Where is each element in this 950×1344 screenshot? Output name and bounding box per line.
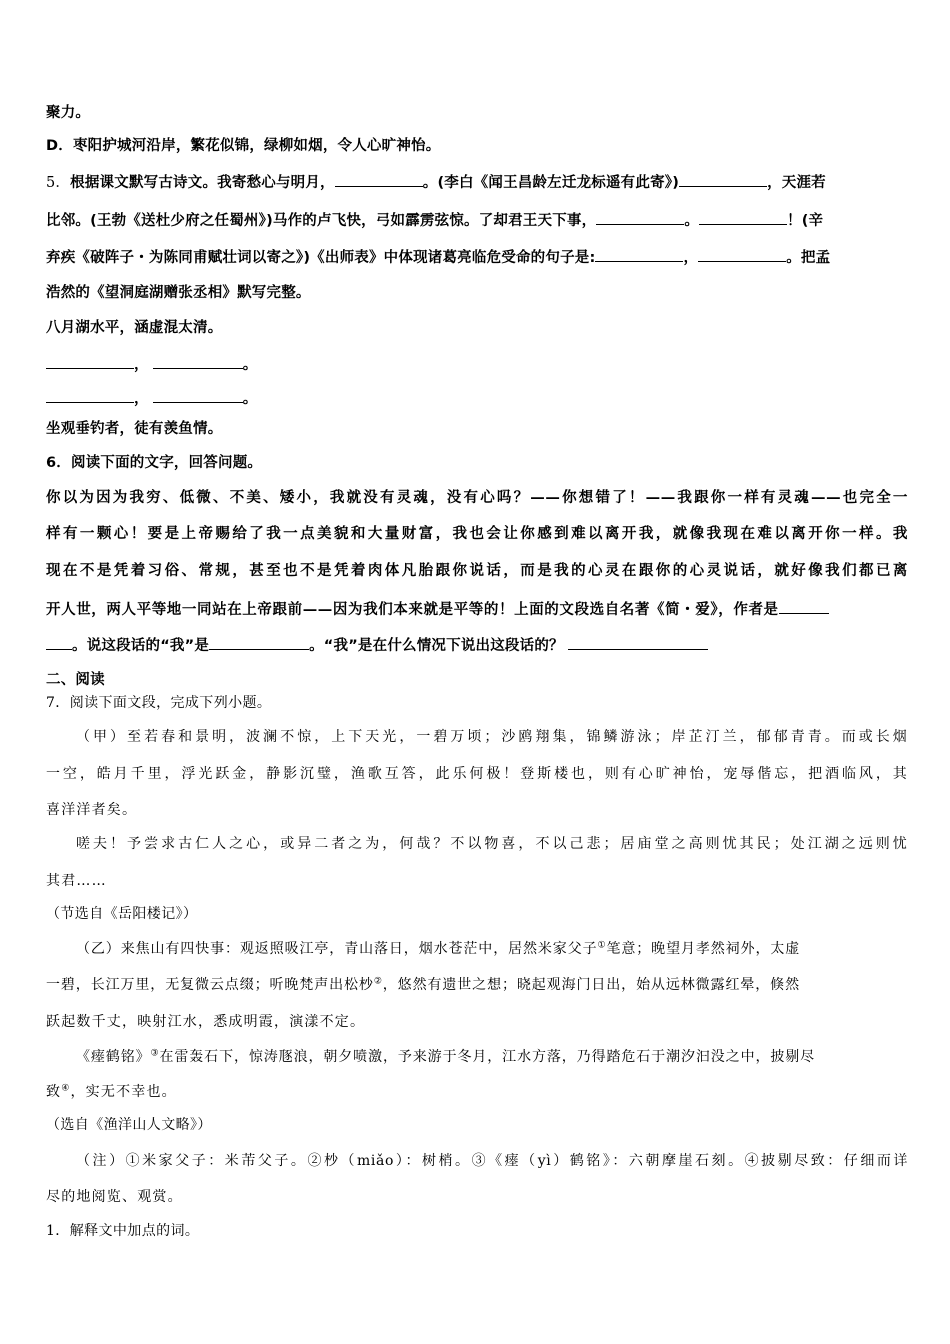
answer-blank-author-cont[interactable] <box>46 634 72 650</box>
annotation-line: 尽的地阅览、观赏。 <box>46 1189 183 1205</box>
q6-passage-line: 你以为因为我穷、低微、不美、矮小，我就没有灵魂，没有心吗？——你想错了！——我跟你一样有灵魂——也完全一 <box>46 489 908 506</box>
poem-line-3: ， 。 <box>46 387 908 409</box>
passage-yi-line: 致④，实无不幸也。 <box>46 1083 177 1100</box>
answer-blank[interactable] <box>153 353 243 369</box>
question-number: 5． <box>46 175 71 191</box>
text-line: 聚力。 <box>46 105 91 121</box>
answer-blank[interactable] <box>698 246 786 262</box>
poem-line-1: 八月湖水平，涵虚混太清。 <box>46 320 223 336</box>
question-5-line-2: 比邻。(王勃《送杜少府之任蜀州》)马作的卢飞快，弓如霹雳弦惊。了却君王天下事， 。 ！(辛 <box>46 209 908 231</box>
passage-yi-line: 《瘗鹤铭》③在雷轰石下，惊涛豗浪，朝夕喷激，予来游于冬月，江水方落，乃得踏危石于潮汐汩没之中，披剔尽 <box>76 1048 816 1065</box>
passage-yi-line: （乙）来焦山有四快事：观返照吸江亭，青山落日，烟水苍茫中，居然米家父子①笔意；晚望月孝然祠外，太虚 <box>76 940 801 957</box>
section-heading: 二、阅读 <box>46 672 105 688</box>
answer-blank[interactable] <box>679 171 767 187</box>
answer-blank[interactable] <box>46 387 134 403</box>
footnote-mark: ① <box>597 940 607 951</box>
question-7-title: 7．阅读下面文段，完成下列小题。 <box>46 695 272 711</box>
option-d <box>46 136 908 156</box>
answer-blank[interactable] <box>153 387 243 403</box>
poem-line-2: ， 。 <box>46 353 908 375</box>
answer-blank-speaker[interactable] <box>209 634 309 650</box>
answer-blank[interactable] <box>699 209 787 225</box>
option-label: D． <box>46 138 73 154</box>
answer-blank[interactable] <box>46 353 134 369</box>
q6-passage-line: 样有一颗心！要是上帝赐给了我一点美貌和大量财富，我也会让你感到难以离开我，就像我现在难以离开你一样。我 <box>46 525 908 542</box>
answer-blank[interactable] <box>596 209 684 225</box>
q6-passage-line: 现在不是凭着习俗、常规，甚至也不是凭着肉体凡胎跟你说话，而是我的心灵在跟你的心灵说话，就好像我们都已离 <box>46 562 908 579</box>
poem-line-4: 坐观垂钓者，徒有羡鱼情。 <box>46 421 223 437</box>
q6-passage-line: 开人世，两人平等地一同站在上帝跟前——因为我们本来就是平等的！上面的文段选自名著《简・爱》，作者是 <box>46 598 908 620</box>
passage-jia-line: 喜洋洋者矣。 <box>46 802 138 818</box>
passage-yi-line: 一碧，长江万里，无复微云点缀；听晚梵声出松杪②，悠然有遗世之想；晓起观海门日出，始从远林微露红晕，倏然 <box>46 976 800 993</box>
question-5-line-3: 弃疾《破阵子・为陈同甫赋壮词以寄之》)《出师表》中体现诸葛亮临危受命的句子是: ， 。把孟 <box>46 246 908 268</box>
passage-jia-line: （甲）至若春和景明，波澜不惊，上下天光，一碧万顷；沙鸥翔集，锦鳞游泳；岸芷汀兰，郁郁青青。而或长烟 <box>76 729 908 745</box>
sub-question-1: 1．解释文中加点的词。 <box>46 1223 200 1239</box>
footnote-mark: ③ <box>150 1048 160 1059</box>
question-5-line-1: 5．根据课文默写古诗文。我寄愁心与明月， 。(李白《闻王昌龄左迁龙标遥有此寄》) ，天涯若 <box>46 171 908 193</box>
answer-blank-author[interactable] <box>779 598 829 614</box>
passage-yi-line: 跃起数千丈，映射江水，悉成明霞，演漾不定。 <box>46 1014 366 1030</box>
answer-blank[interactable] <box>335 171 423 187</box>
answer-blank[interactable] <box>595 246 683 262</box>
passage-jia-line: 嗟夫！予尝求古仁人之心，或异二者之为，何哉？不以物喜，不以己悲；居庙堂之高则忧其民；处江湖之远则忧 <box>76 836 908 852</box>
answer-blank-situation[interactable] <box>568 634 708 650</box>
option-text: 枣阳护城河沿岸，繁花似锦，绿柳如烟，令人心旷神怡。 <box>72 138 441 154</box>
q6-question-line: 。说这段话的“我”是 。“我”是在什么情况下说出这段话的？ <box>46 634 908 656</box>
source-citation: （选自《渔洋山人文略》） <box>46 1117 212 1133</box>
passage-jia-line: 其君…… <box>46 873 107 889</box>
footnote-mark: ② <box>373 976 383 987</box>
footnote-mark: ④ <box>61 1083 71 1094</box>
question-6-title: 6．阅读下面的文字，回答问题。 <box>46 455 263 471</box>
annotation-line: （注）①米家父子：米芾父子。②杪（miǎo）：树梢。③《瘗（yì）鹤铭》：六朝摩崖石刻。④披剔尽致：仔细而详 <box>76 1153 908 1169</box>
passage-jia-line: 一空，皓月千里，浮光跃金，静影沉璧，渔歌互答，此乐何极！登斯楼也，则有心旷神怡，宠辱偕忘，把酒临风，其 <box>46 766 908 782</box>
source-citation: （节选自《岳阳楼记》） <box>46 906 198 922</box>
question-5-line-4: 浩然的《望洞庭湖赠张丞相》默写完整。 <box>46 285 311 301</box>
